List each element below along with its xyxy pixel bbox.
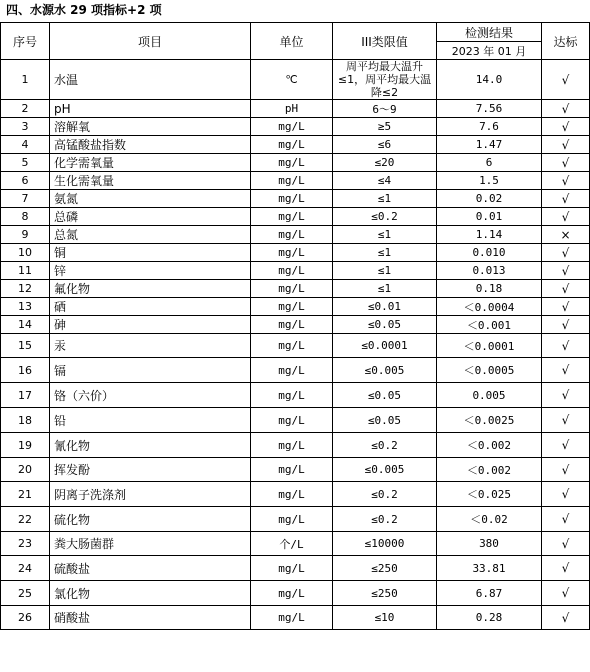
pass-mark: √ — [542, 190, 590, 208]
result-value: ＜0.002 — [437, 458, 542, 482]
table-row — [1, 334, 590, 358]
unit-cell: mg/L — [251, 118, 333, 136]
row-number: 6 — [1, 172, 50, 190]
table-row — [1, 556, 590, 581]
item-name: 化学需氧量 — [50, 154, 251, 172]
table-row — [1, 606, 590, 630]
item-name: 总磷 — [50, 208, 251, 226]
header-item: 项目 — [50, 23, 251, 60]
header-unit: 单位 — [251, 23, 333, 60]
pass-mark: √ — [542, 154, 590, 172]
table-row — [1, 298, 590, 316]
table-row — [1, 208, 590, 226]
header-row — [1, 23, 590, 42]
unit-cell: mg/L — [251, 262, 333, 280]
header-limit: III类限值 — [333, 23, 437, 60]
pass-mark: √ — [542, 136, 590, 154]
unit-cell: mg/L — [251, 433, 333, 458]
table-row — [1, 458, 590, 482]
unit-cell: 个/L — [251, 532, 333, 556]
result-value: 0.28 — [437, 606, 542, 630]
table-row — [1, 532, 590, 556]
row-number: 24 — [1, 556, 50, 581]
row-number: 16 — [1, 358, 50, 383]
table-row — [1, 244, 590, 262]
item-name: 硒 — [50, 298, 251, 316]
table-row — [1, 190, 590, 208]
item-name: 阴离子洗涤剂 — [50, 482, 251, 507]
row-number: 12 — [1, 280, 50, 298]
result-value: ＜0.002 — [437, 433, 542, 458]
pass-mark: √ — [542, 383, 590, 408]
item-name: 铬（六价） — [50, 383, 251, 408]
pass-mark: √ — [542, 458, 590, 482]
limit-cell: ≤1 — [333, 190, 437, 208]
row-number: 9 — [1, 226, 50, 244]
row-number: 11 — [1, 262, 50, 280]
pass-mark: √ — [542, 433, 590, 458]
limit-cell: ≤1 — [333, 244, 437, 262]
unit-cell: mg/L — [251, 226, 333, 244]
limit-cell: ≤0.2 — [333, 433, 437, 458]
row-number: 22 — [1, 507, 50, 532]
pass-mark: √ — [542, 334, 590, 358]
table-row — [1, 172, 590, 190]
result-value: ＜0.025 — [437, 482, 542, 507]
limit-cell: ≤0.2 — [333, 507, 437, 532]
limit-cell: 周平均最大温升≤1，周平均最大温降≤2 — [333, 60, 437, 100]
limit-cell: ≤0.005 — [333, 458, 437, 482]
result-value: 0.010 — [437, 244, 542, 262]
limit-cell: ≤6 — [333, 136, 437, 154]
item-name: 硝酸盐 — [50, 606, 251, 630]
item-name: 铜 — [50, 244, 251, 262]
row-number: 15 — [1, 334, 50, 358]
row-number: 3 — [1, 118, 50, 136]
row-number: 13 — [1, 298, 50, 316]
result-value: 1.5 — [437, 172, 542, 190]
limit-cell: ≤1 — [333, 280, 437, 298]
water-quality-table — [0, 22, 590, 630]
row-number: 21 — [1, 482, 50, 507]
result-value: 0.02 — [437, 190, 542, 208]
result-value: 380 — [437, 532, 542, 556]
limit-cell: ≤20 — [333, 154, 437, 172]
table-row — [1, 482, 590, 507]
row-number: 14 — [1, 316, 50, 334]
item-name: 硫化物 — [50, 507, 251, 532]
header-result: 检测结果 — [437, 23, 542, 42]
unit-cell: mg/L — [251, 208, 333, 226]
limit-cell: ≤0.05 — [333, 316, 437, 334]
unit-cell: mg/L — [251, 154, 333, 172]
result-value: ＜0.0004 — [437, 298, 542, 316]
unit-cell: pH — [251, 100, 333, 118]
unit-cell: mg/L — [251, 408, 333, 433]
result-value: 1.14 — [437, 226, 542, 244]
result-value: 6.87 — [437, 581, 542, 606]
limit-cell: ≤0.2 — [333, 482, 437, 507]
unit-cell: mg/L — [251, 581, 333, 606]
pass-mark: √ — [542, 100, 590, 118]
table-row — [1, 383, 590, 408]
item-name: 硫酸盐 — [50, 556, 251, 581]
table-row — [1, 507, 590, 532]
row-number: 1 — [1, 60, 50, 100]
unit-cell: mg/L — [251, 280, 333, 298]
item-name: 溶解氧 — [50, 118, 251, 136]
unit-cell: mg/L — [251, 172, 333, 190]
table-row — [1, 280, 590, 298]
pass-mark: √ — [542, 532, 590, 556]
unit-cell: mg/L — [251, 383, 333, 408]
pass-mark: √ — [542, 606, 590, 630]
table-row — [1, 433, 590, 458]
row-number: 26 — [1, 606, 50, 630]
row-number: 18 — [1, 408, 50, 433]
pass-mark: √ — [542, 408, 590, 433]
header-pass: 达标 — [542, 23, 590, 60]
item-name: 氰化物 — [50, 433, 251, 458]
unit-cell: ℃ — [251, 60, 333, 100]
pass-mark: √ — [542, 358, 590, 383]
row-number: 5 — [1, 154, 50, 172]
limit-cell: ≤250 — [333, 556, 437, 581]
table-row — [1, 358, 590, 383]
pass-mark: √ — [542, 118, 590, 136]
unit-cell: mg/L — [251, 244, 333, 262]
limit-cell: ≤0.01 — [333, 298, 437, 316]
unit-cell: mg/L — [251, 316, 333, 334]
pass-mark: √ — [542, 280, 590, 298]
item-name: 氟化物 — [50, 280, 251, 298]
item-name: 氯化物 — [50, 581, 251, 606]
row-number: 8 — [1, 208, 50, 226]
limit-cell: 6～9 — [333, 100, 437, 118]
pass-mark: √ — [542, 172, 590, 190]
pass-mark: √ — [542, 244, 590, 262]
table-row — [1, 118, 590, 136]
item-name: 高锰酸盐指数 — [50, 136, 251, 154]
result-value: 6 — [437, 154, 542, 172]
unit-cell: mg/L — [251, 482, 333, 507]
result-value: 0.005 — [437, 383, 542, 408]
pass-mark: √ — [542, 507, 590, 532]
table-row — [1, 136, 590, 154]
table-row — [1, 226, 590, 244]
table-body — [1, 60, 590, 630]
unit-cell: mg/L — [251, 458, 333, 482]
row-number: 17 — [1, 383, 50, 408]
page-title: 四、水源水 29 项指标+2 项 — [6, 3, 162, 17]
result-value: 7.56 — [437, 100, 542, 118]
limit-cell: ≤1 — [333, 226, 437, 244]
item-name: 砷 — [50, 316, 251, 334]
row-number: 2 — [1, 100, 50, 118]
result-value: 1.47 — [437, 136, 542, 154]
item-name: 生化需氧量 — [50, 172, 251, 190]
item-name: 铅 — [50, 408, 251, 433]
pass-mark: √ — [542, 581, 590, 606]
table-row — [1, 316, 590, 334]
result-value: 0.013 — [437, 262, 542, 280]
limit-cell: ≤0.2 — [333, 208, 437, 226]
result-value: ＜0.0001 — [437, 334, 542, 358]
table-row — [1, 581, 590, 606]
result-value: ＜0.0025 — [437, 408, 542, 433]
table-row — [1, 154, 590, 172]
unit-cell: mg/L — [251, 334, 333, 358]
result-value: 14.0 — [437, 60, 542, 100]
limit-cell: ≤4 — [333, 172, 437, 190]
header-date: 2023 年 01 月 — [437, 42, 542, 60]
result-value: ＜0.001 — [437, 316, 542, 334]
pass-mark: √ — [542, 208, 590, 226]
item-name: 挥发酚 — [50, 458, 251, 482]
row-number: 20 — [1, 458, 50, 482]
row-number: 10 — [1, 244, 50, 262]
row-number: 25 — [1, 581, 50, 606]
pass-mark: √ — [542, 556, 590, 581]
table-row — [1, 100, 590, 118]
unit-cell: mg/L — [251, 556, 333, 581]
item-name: 总氮 — [50, 226, 251, 244]
result-value: ＜0.02 — [437, 507, 542, 532]
pass-mark: √ — [542, 60, 590, 100]
unit-cell: mg/L — [251, 507, 333, 532]
result-value: 33.81 — [437, 556, 542, 581]
table-row — [1, 408, 590, 433]
unit-cell: mg/L — [251, 606, 333, 630]
item-name: 镉 — [50, 358, 251, 383]
item-name: 粪大肠菌群 — [50, 532, 251, 556]
pass-mark: √ — [542, 482, 590, 507]
limit-cell: ≤10000 — [333, 532, 437, 556]
item-name: 锌 — [50, 262, 251, 280]
row-number: 23 — [1, 532, 50, 556]
row-number: 19 — [1, 433, 50, 458]
limit-cell: ≤250 — [333, 581, 437, 606]
result-value: ＜0.0005 — [437, 358, 542, 383]
limit-cell: ≤0.005 — [333, 358, 437, 383]
row-number: 4 — [1, 136, 50, 154]
result-value: 7.6 — [437, 118, 542, 136]
pass-mark: √ — [542, 316, 590, 334]
pass-mark: × — [542, 226, 590, 244]
row-number: 7 — [1, 190, 50, 208]
item-name: pH — [50, 100, 251, 118]
item-name: 汞 — [50, 334, 251, 358]
limit-cell: ≥5 — [333, 118, 437, 136]
item-name: 水温 — [50, 60, 251, 100]
limit-cell: ≤1 — [333, 262, 437, 280]
table-row — [1, 262, 590, 280]
unit-cell: mg/L — [251, 136, 333, 154]
result-value: 0.18 — [437, 280, 542, 298]
item-name: 氨氮 — [50, 190, 251, 208]
table-row — [1, 60, 590, 100]
pass-mark: √ — [542, 262, 590, 280]
unit-cell: mg/L — [251, 358, 333, 383]
pass-mark: √ — [542, 298, 590, 316]
unit-cell: mg/L — [251, 298, 333, 316]
header-seq: 序号 — [1, 23, 50, 60]
limit-cell: ≤0.05 — [333, 408, 437, 433]
limit-cell: ≤0.0001 — [333, 334, 437, 358]
limit-cell: ≤10 — [333, 606, 437, 630]
limit-cell: ≤0.05 — [333, 383, 437, 408]
unit-cell: mg/L — [251, 190, 333, 208]
result-value: 0.01 — [437, 208, 542, 226]
